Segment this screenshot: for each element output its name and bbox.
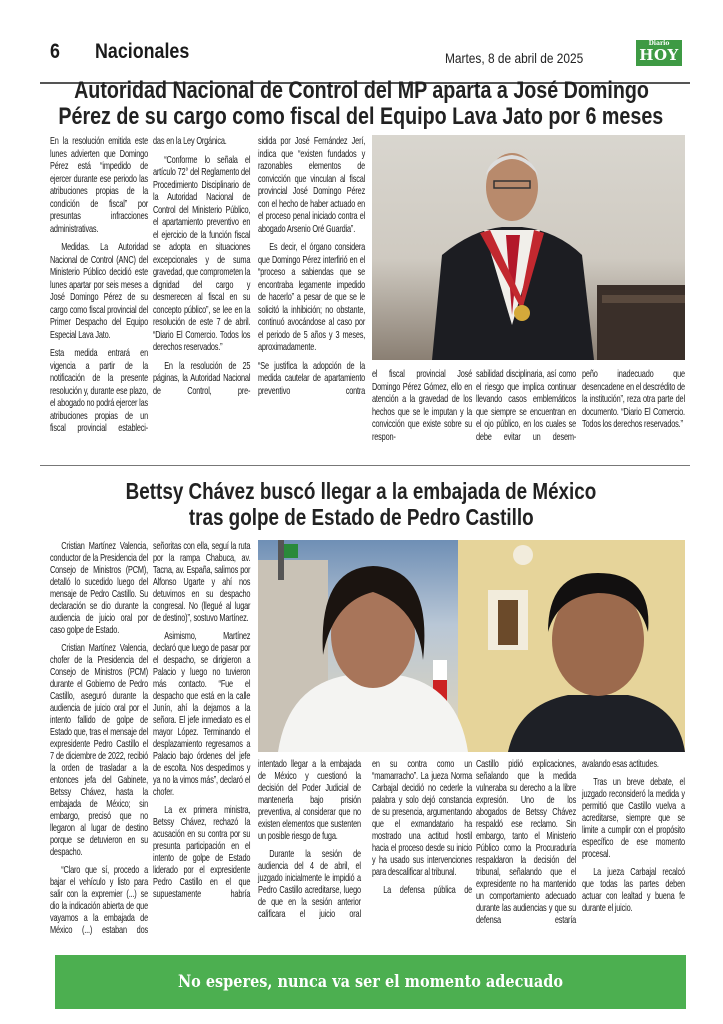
- paragraph: Medidas. La Autoridad Nacional de Control (ANC) del Ministerio Público decidió este lunes apartar por seis meses a José Domingo Pérez de su cargo como fiscal provincial del Primer Despacho del Equipo Especial Lava Jato.: [50, 241, 149, 341]
- headline-line: tras golpe de Estado de Pedro Castillo: [188, 504, 534, 530]
- paragraph: intentado llegar a la embajada de México y cuestionó la decisión del Poder Judicial de mantenerla bajo prisión preventiva, al considerar que no existen elementos que sustenten un posible riesgo de fuga.: [258, 758, 361, 842]
- article2-headline: [0, 478, 723, 530]
- page-number: 6: [50, 40, 60, 63]
- issue-date: Martes, 8 de abril de 2025: [445, 50, 584, 66]
- paragraph: “Conforme lo señala el artículo 72° del Reglamento del Procedimiento Disciplinario de la Autoridad Nacional de Control del Ministerio Público, el apartamiento preventivo en el ejercicio de la función fiscal se adopta en situaciones excepcionales y de suma gravedad, que comprometen la dignidad del cargo y desmerecen al fiscal en su concepto público”, se lee en la resolución de este 7 de abril. “Diario El Comercio. Todos los derechos reservados.”: [153, 153, 251, 353]
- paragraph: La jueza Carbajal recalcó que todas las partes deben actuar con lealtad y buena fe durante el juicio.: [582, 866, 685, 914]
- paragraph: en su contra como un “mamarracho”. La jueza Norma Carbajal decidió no cederle la palabra y solo dejó constancia de su presencia, argumentando que el exmandatario ha mostrado una actitud hostil hacia el proceso desde su inicio y ha usado sus intervenciones para descalificar al tribunal.: [372, 758, 473, 878]
- paragraph: Es decir, el órgano considera que Domingo Pérez interfirió en el “proceso a sabiendas que se encontraba legamente impedido de hacerlo” a pesar de que se le solicitó la inhibición; no obstante, continuó avocándose al caso por el periodo de 5 años y 3 meses, aproximadamente.: [258, 241, 366, 353]
- paragraph: peño inadecuado que desencadene en el descrédito de la institución”, reza otra parte del documento. “Diario El Comercio. Todos los derechos reservados.”: [582, 368, 685, 430]
- article1-photo: [372, 135, 685, 360]
- paragraph: Tras un breve debate, el juzgado reconsideró la medida y permitió que Castillo vuelva a acreditarse, siempre que se limite a cumplir con el propósito específico de ese momento procesal.: [582, 776, 685, 860]
- paragraph: Durante la sesión de audiencia del 4 de abril, el juzgado inicialmente le impidió a Pedro Castillo acreditarse, luego de que en la sesión anterior calificara el juicio oral: [258, 848, 361, 920]
- paragraph: das en la Ley Orgánica.: [153, 135, 227, 147]
- article2-photo: [258, 540, 685, 752]
- section-title: Nacionales: [95, 40, 190, 63]
- headline-line: Pérez de su cargo como fiscal del Equipo Lava Jato por 6 meses: [58, 103, 664, 130]
- logo-small-text: Diario: [648, 40, 670, 47]
- paragraph: sidida por José Fernández Jerí, indica que “existen fundados y razonables elementos de convicción que vinculan al fiscal provincial José Domingo Pérez con el hecho de haber actuado en el proceso penal iniciado contra el abogado Arsenio Oré Guardia”.: [258, 135, 366, 235]
- newspaper-logo: [636, 40, 682, 66]
- paragraph: Castillo pidió explicaciones, señalando que la medida vulneraba su derecho a la libre expresión. Uno de los abogados de Betssy Chávez respaldó ese reclamo. Sin embargo, tanto el Ministerio Público como la Procuraduría respaldaron la decisión del tribunal, señalando que el expresidente no ha mantenido un comportamiento adecuado durante las audiencias y que su defensa estaría: [476, 758, 577, 926]
- article1-headline: [0, 78, 723, 130]
- promo-banner: [55, 955, 686, 1009]
- article2-column-2: [153, 540, 250, 900]
- headline-line: Autoridad Nacional de Control del MP aparta a José Domingo: [73, 77, 649, 104]
- paragraph: señoritas con ella, seguí la ruta por la rampa Chabuca, av. Tacna, av. España, salimos por Alfonso Ugarte y ahí nos detuvimos en su despacho congresal. No (llegué al lugar de destino)”, sostuvo Martínez.: [153, 540, 251, 624]
- paragraph: sabilidad disciplinaria, así como el riesgo que implica continuar llevando casos emblemáticos que siempre se encuentran en el ojo público, en los cuales se debe evitar un desem-: [476, 368, 577, 443]
- article2-column-5: [476, 758, 576, 926]
- jose-domingo-perez-photo: [372, 135, 685, 360]
- article2-column-3: [258, 758, 361, 920]
- paragraph: En la resolución emitida este lunes advierten que Domingo Pérez está “impedido de ejercer durante ese periodo las atribuciones propias de la condición de fiscal” por presuntas infracciones administrativas.: [50, 135, 148, 235]
- paragraph: La ex primera ministra, Betssy Chávez, rechazó la acusación en su contra por su presunta participación en el intento de golpe de Estado liderado por el expresidente Pedro Castillo en el que supuestamente habría: [153, 804, 251, 900]
- article-divider: [40, 465, 690, 466]
- paragraph: “Se justifica la adopción de la medida cautelar de apartamiento preventivo contra: [258, 359, 366, 397]
- paragraph: Asimismo, Martínez declaró que luego de pasar por el despacho, se dirigieron a Palacio y luego no tuvieron más contacto. “Fue el despacho que está en la calle Junín, ahí la dejamos a la señora. El jefe inmediato es el mayor López. Terminando el desplazamiento regresamos a Palacio bajo órdenes del jefe de escolta. Nos despedimos y ya no la vimos más”, declaró el chofer.: [153, 630, 251, 798]
- paragraph: En la resolución de 25 páginas, la Autoridad Nacional de Control, pre-: [153, 359, 251, 397]
- paragraph: Cristian Martínez Valencia, conductor de la Presidencia del Consejo de Ministros (PCM), detalló lo sucedido luego del mensaje de Pedro Castillo. Su declaración se dio durante la audiencia de juicio oral por caso golpe de Estado.: [50, 540, 149, 636]
- article2-column-6: [582, 758, 685, 920]
- chavez-castillo-photo: [258, 540, 685, 752]
- banner-text: No esperes, nunca va ser el momento adecuado: [177, 972, 564, 992]
- article1-column-1: [50, 135, 148, 435]
- paragraph: avalando esas actitudes.: [582, 758, 659, 770]
- paragraph: La defensa pública de: [383, 884, 473, 896]
- paragraph: Esta medida entrará en vigencia a partir de la notificación de la presente resolución y, durante ese plazo, el abogado no podrá ejercer las atribuciones propias de un fiscal provincial estableci-: [50, 347, 148, 434]
- article2-column-1: [50, 540, 148, 936]
- article1-column-4: [372, 368, 472, 443]
- paragraph: “Claro que sí, procedo a bajar el vehículo y listo para salir con la expremier (...) se dio la indicación abierta de que vayamos a la embajada de México (...) estaban dos: [50, 864, 149, 936]
- article1-column-3: [258, 135, 365, 397]
- article1-column-5: [476, 368, 576, 443]
- paragraph: Cristian Martínez Valencia, chofer de la Presidencia del Consejo de Ministros (PCM) durante el Gobierno de Pedro Castillo, aseguró durante la audiencia de juicio oral por el intento fallido de golpe de Estado que, tras el mensaje del expresidente Pedro Castillo el 7 de diciembre de 2022, recibió la orden de trasladar a la entonces jefa del Gabinete, Betssy Chávez, hasta la embajada de México; sin embargo, precisó que no llegaron al lugar de destino porque se detuvieron en su despacho.: [50, 642, 149, 858]
- article1-column-6: [582, 368, 685, 437]
- paragraph: el fiscal provincial José Domingo Pérez Gómez, ello en atención a la gravedad de los hechos que se le imputan y la convicción que existe sobre su respon-: [372, 368, 473, 443]
- article2-column-4: [372, 758, 472, 896]
- headline-line: Bettsy Chávez buscó llegar a la embajada de México: [125, 478, 597, 504]
- logo-big-text: HOY: [639, 46, 679, 64]
- article1-column-2: [153, 135, 250, 397]
